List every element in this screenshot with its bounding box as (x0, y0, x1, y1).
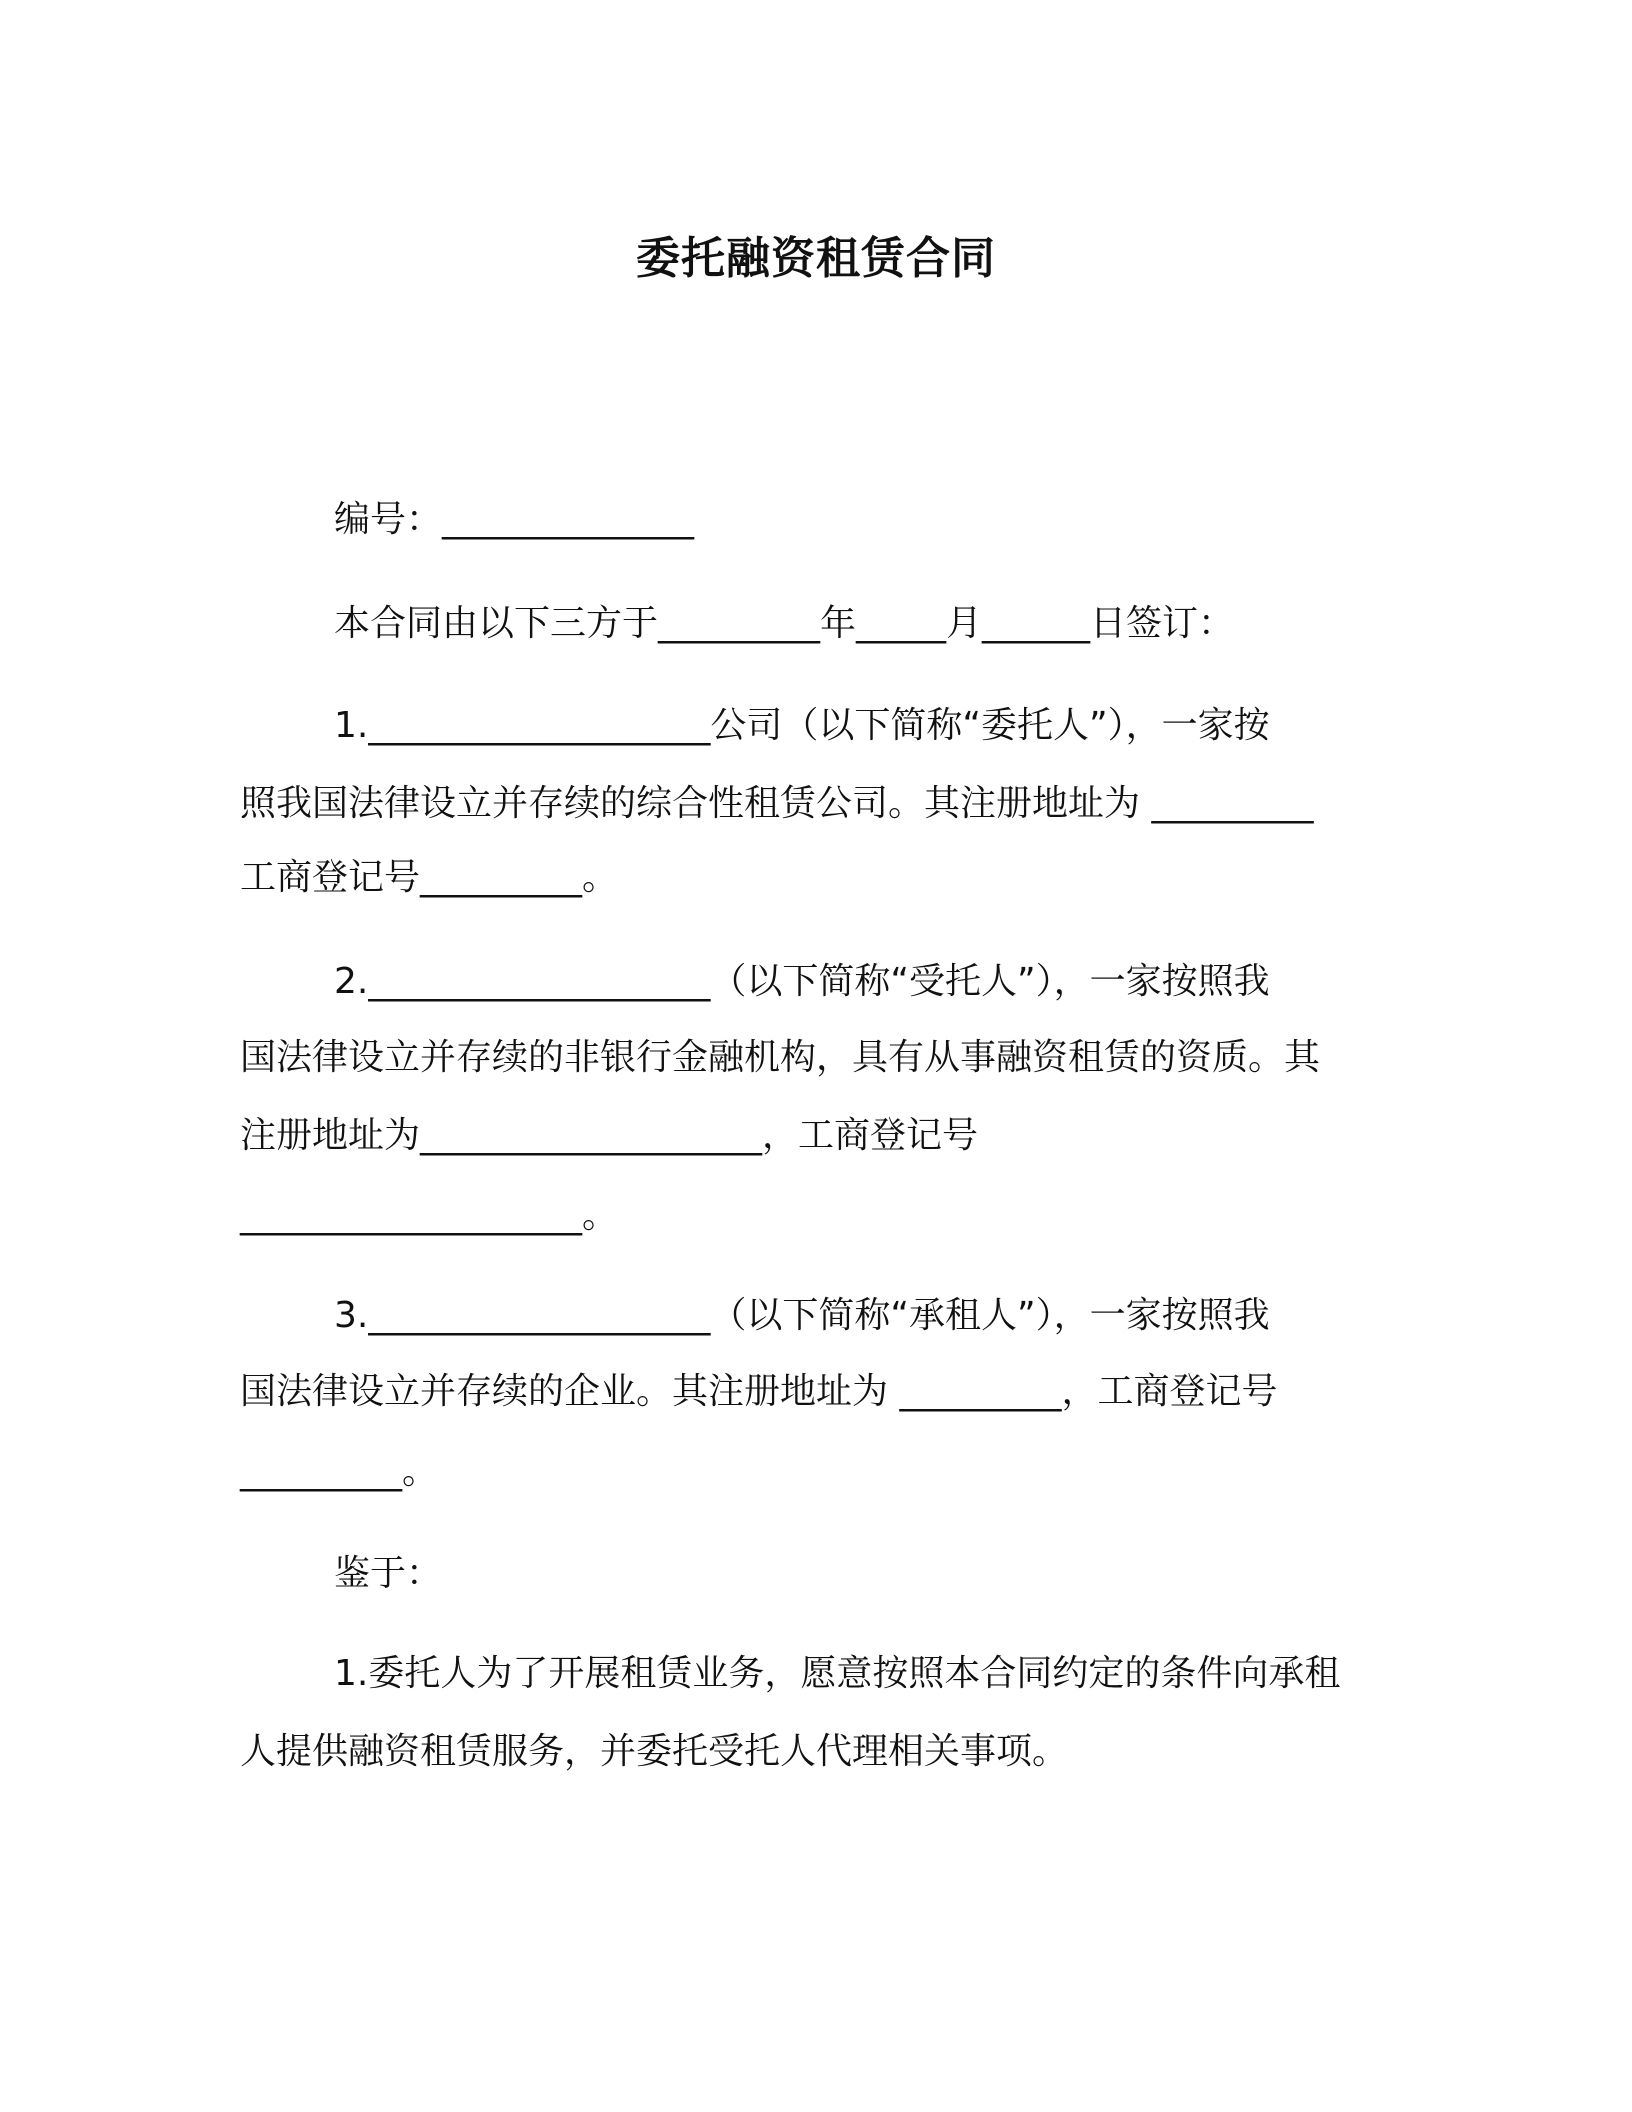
signing-date-line: 本合同由以下三方于_________年_____月______日签订： (334, 603, 1235, 644)
party-3-line-3: _________。 (240, 1451, 439, 1492)
document-title: 委托融资租赁合同 (636, 233, 996, 284)
party-2-line-3: 注册地址为___________________，工商登记号 (240, 1115, 979, 1156)
party-1-line-2: 照我国法律设立并存续的综合性租赁公司。其注册地址为 _________ (240, 783, 1314, 824)
whereas-item-1-line-1: 1.委托人为了开展租赁业务，愿意按照本合同约定的条件向承租 (334, 1653, 1341, 1694)
contract-number-line: 编号：______________ (334, 499, 695, 540)
party-2-line-4: ___________________。 (240, 1195, 618, 1236)
party-3-line-2: 国法律设立并存续的企业。其注册地址为 _________，工商登记号 (240, 1371, 1278, 1412)
party-1-line-3: 工商登记号_________。 (240, 857, 619, 898)
party-3-line-1: 3.___________________（以下简称“承租人”），一家按照我 (334, 1295, 1270, 1336)
whereas-item-1-line-2: 人提供融资租赁服务，并委托受托人代理相关事项。 (240, 1731, 1069, 1772)
party-2-line-2: 国法律设立并存续的非银行金融机构，具有从事融资租赁的资质。其 (240, 1037, 1321, 1078)
party-2-line-1: 2.___________________（以下简称“受托人”），一家按照我 (334, 961, 1270, 1002)
party-1-line-1: 1.___________________公司（以下简称“委托人”），一家按 (334, 705, 1270, 746)
whereas-heading: 鉴于： (334, 1553, 443, 1594)
